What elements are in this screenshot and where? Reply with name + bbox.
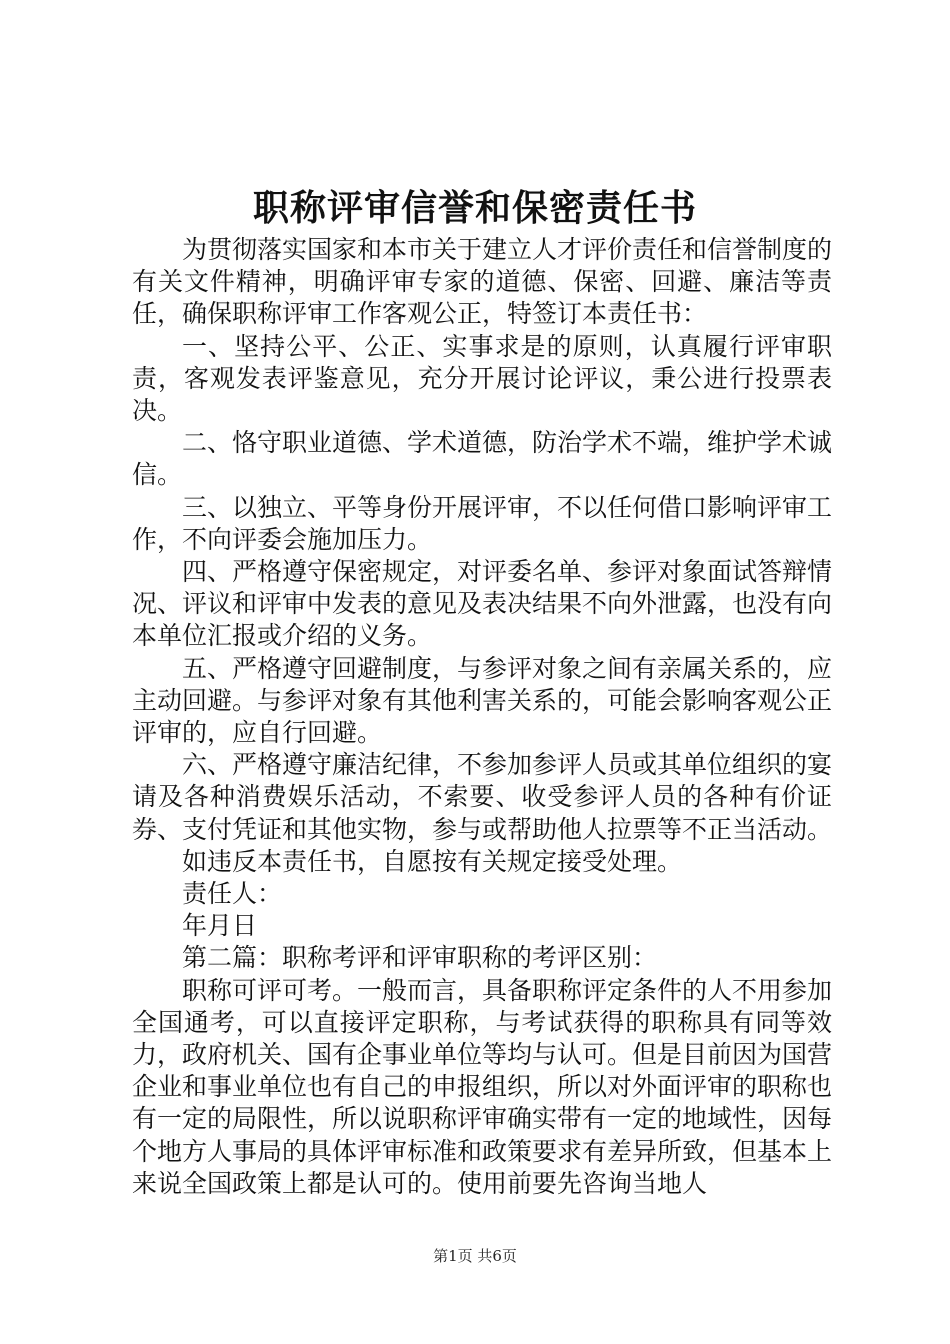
page-number-footer: 第1页 共6页 xyxy=(433,1247,517,1265)
paragraph-item-3: 三、以独立、平等身份开展评审，不以任何借口影响评审工作，不向评委会施加压力。 xyxy=(132,492,833,554)
responsible-person-label: 责任人： xyxy=(182,879,283,909)
paragraph-item-1: 一、坚持公平、公正、实事求是的原则，认真履行评审职责，客观发表评鉴意见，充分开展讨论评议，秉公进行投票表决。 xyxy=(132,331,832,426)
paragraph-item-2: 二、恪守职业道德、学术道德，防治学术不端，维护学术诚信。 xyxy=(132,428,833,490)
document-title: 职称评审信誉和保密责任书 xyxy=(252,188,697,229)
section-two-heading: 第二篇：职称考评和评审职称的考评区别： xyxy=(182,943,658,973)
paragraph-section-two: 职称可评可考。一般而言，具备职称评定条件的人不用参加全国通考，可以直接评定职称，与考试获得的职称具有同等效力，政府机关、国有企事业单位等均与认可。但是目前因为国营企业和事业单位也有自己的申报组织，所以对外面评审的职称也有一定的局限性，所以说职称评审确实带有一定的地域性，因每个地方人事局的具体评审标准和政策要求有差异所致，但基本上来说全国政策上都是认可的。使用前要先咨询当地人 xyxy=(132,975,833,1198)
paragraph-item-6: 六、严格遵守廉洁纪律，不参加参评人员或其单位组织的宴请及各种消费娱乐活动，不索要、收受参评人员的各种有价证券、支付凭证和其他实物，参与或帮助他人拉票等不正当活动。 xyxy=(132,750,833,844)
paragraph-item-5: 五、严格遵守回避制度，与参评对象之间有亲属关系的，应主动回避。与参评对象有其他利害关系的，可能会影响客观公正评审的，应自行回避。 xyxy=(132,653,833,748)
document-body xyxy=(132,234,832,1200)
date-label: 年月日 xyxy=(182,911,258,941)
paragraph-intro: 为贯彻落实国家和本市关于建立人才评价责任和信誉制度的有关文件精神，明确评审专家的道德、保密、回避、廉洁等责任，确保职称评审工作客观公正，特签订本责任书： xyxy=(132,235,833,329)
paragraph-violation: 如违反本责任书，自愿按有关规定接受处理。 xyxy=(182,846,683,876)
paragraph-item-4: 四、严格遵守保密规定，对评委名单、参评对象面试答辩情况、评议和评审中发表的意见及表决结果不向外泄露，也没有向本单位汇报或介绍的义务。 xyxy=(132,557,833,651)
